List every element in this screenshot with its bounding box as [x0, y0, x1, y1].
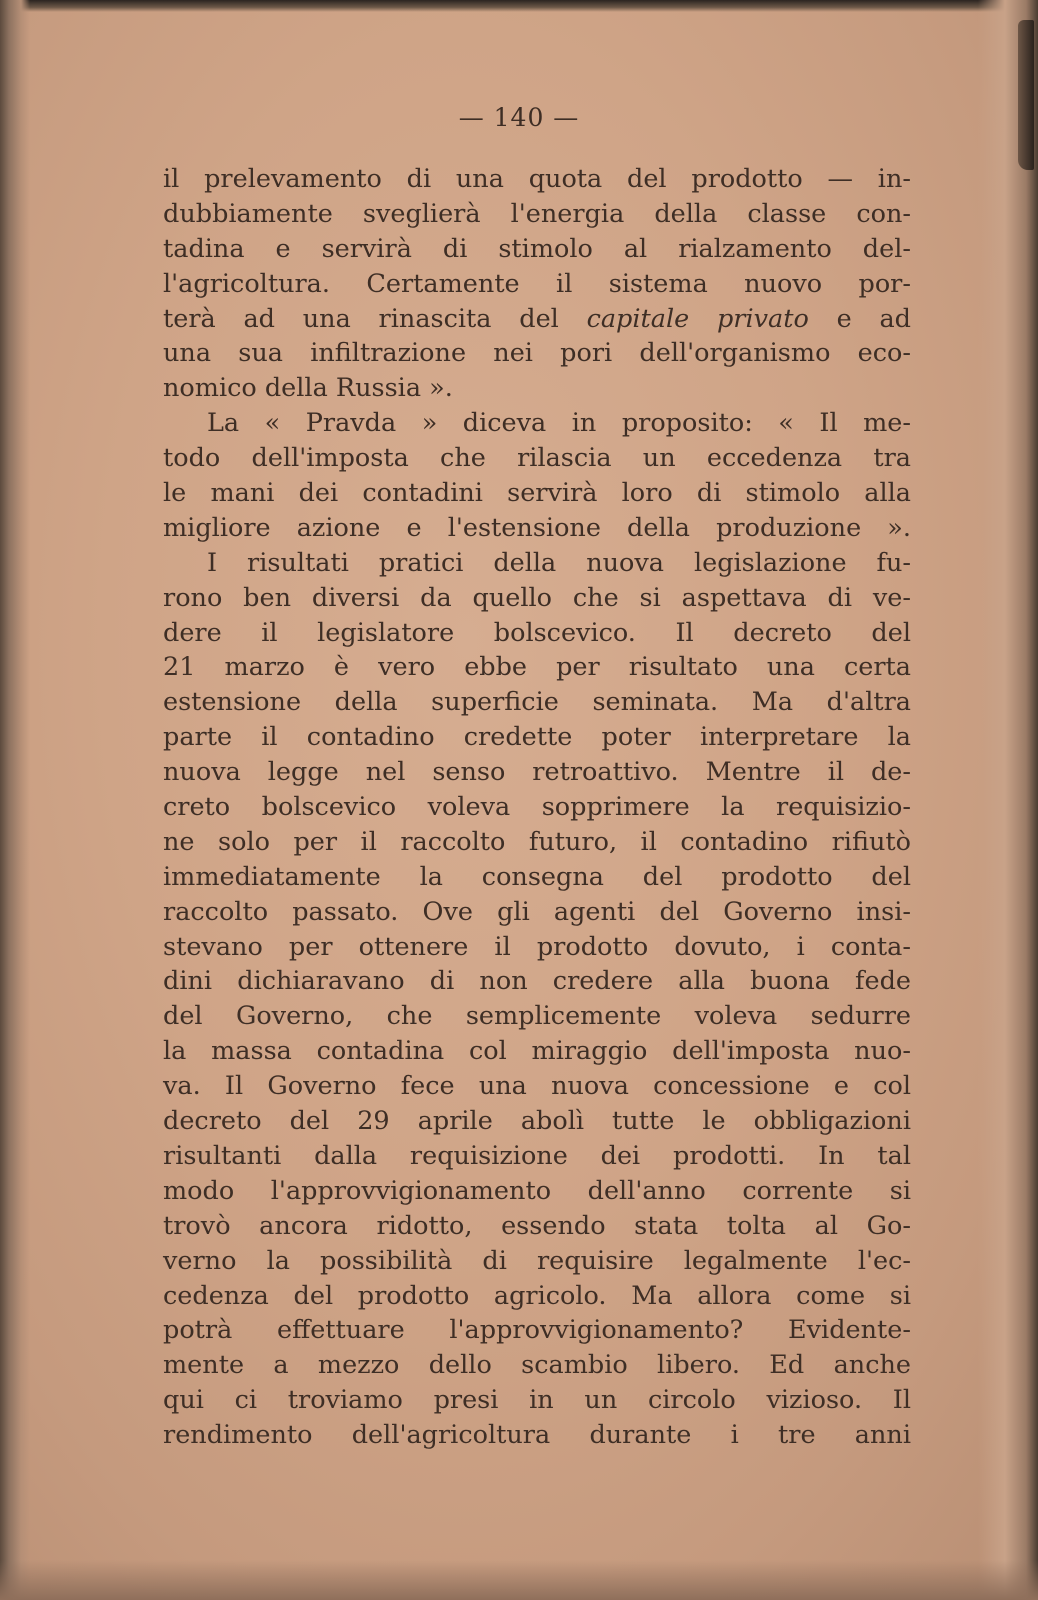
text-line: La « Pravda » diceva in proposito: « Il me- [207, 408, 911, 439]
text-line: dere il legislatore bolscevico. Il decreto del [163, 617, 911, 648]
text-line: 21 marzo è vero ebbe per risultato una certa [163, 652, 911, 683]
page-top-edge [0, 0, 1038, 12]
body-text [163, 162, 911, 1453]
text-line: tadina e servirà di stimolo al rialzamento del- [163, 233, 911, 264]
text-line: risultanti dalla requisizione dei prodotti. In tal [163, 1140, 911, 1171]
text-line: potrà effettuare l'approvvigionamento? Evidente- [163, 1315, 911, 1346]
text-line: va. Il Governo fece una nuova concessione e col [163, 1071, 911, 1102]
text-line: ne solo per il raccolto futuro, il contadino rifiutò [163, 826, 911, 857]
text-line: nomico della Russia ». [163, 373, 453, 404]
text-line: modo l'approvvigionamento dell'anno corrente si [163, 1175, 911, 1206]
page-bottom-edge [0, 1560, 1038, 1600]
text-line: le mani dei contadini servirà loro di stimolo alla [163, 478, 911, 509]
text-line: raccolto passato. Ove gli agenti del Governo insi- [163, 896, 911, 927]
text-line: immediatamente la consegna del prodotto del [163, 861, 911, 892]
text-line: migliore azione e l'estensione della produzione ». [163, 512, 911, 543]
text-line: stevano per ottenere il prodotto dovuto, i conta- [163, 931, 911, 962]
page-number: — 140 — [458, 103, 580, 132]
text-line: rono ben diversi da quello che si aspettava di ve- [163, 582, 911, 613]
text-line: cedenza del prodotto agricolo. Ma allora come si [163, 1280, 911, 1311]
page-right-edge [978, 0, 1038, 1600]
text-line: estensione della superficie seminata. Ma d'altra [163, 687, 911, 718]
text-line: l'agricoltura. Certamente il sistema nuovo por- [163, 268, 911, 299]
text-line: il prelevamento di una quota del prodotto — in- [163, 164, 911, 194]
text-line: dini dichiaravano di non credere alla buona fede [163, 966, 911, 997]
text-line [163, 302, 911, 337]
text-line: la massa contadina col miraggio dell'imposta nuo- [163, 1036, 911, 1067]
text-line: verno la possibilità di requisire legalmente l'ec- [163, 1245, 911, 1276]
text-segment: terà ad una rinascita del [163, 303, 587, 334]
text-line: todo dell'imposta che rilascia un eccedenza tra [163, 443, 911, 474]
text-line: trovò ancora ridotto, essendo stata tolta al Go- [163, 1210, 911, 1241]
text-line: mente a mezzo dello scambio libero. Ed anche [163, 1350, 911, 1381]
text-line: del Governo, che semplicemente voleva sedurre [163, 1001, 911, 1032]
text-line: I risultati pratici della nuova legislazione fu- [207, 547, 911, 578]
italic-phrase: capitale privato [586, 303, 809, 334]
text-line: nuova legge nel senso retroattivo. Mentre il de- [163, 757, 911, 788]
text-line: dubbiamente sveglierà l'energia della classe con- [163, 198, 911, 229]
page-left-edge [0, 0, 30, 1600]
text-line: creto bolscevico voleva sopprimere la requisizio- [163, 792, 911, 823]
text-line: parte il contadino credette poter interpretare la [163, 722, 911, 753]
text-line: rendimento dell'agricoltura durante i tre anni [163, 1420, 911, 1451]
text-line: qui ci troviamo presi in un circolo vizioso. Il [163, 1385, 911, 1416]
torn-corner [1018, 20, 1034, 170]
text-segment: e ad [808, 303, 911, 334]
text-line: decreto del 29 aprile abolì tutte le obbligazioni [163, 1106, 911, 1137]
text-line: una sua infiltrazione nei pori dell'organismo eco- [163, 338, 911, 369]
